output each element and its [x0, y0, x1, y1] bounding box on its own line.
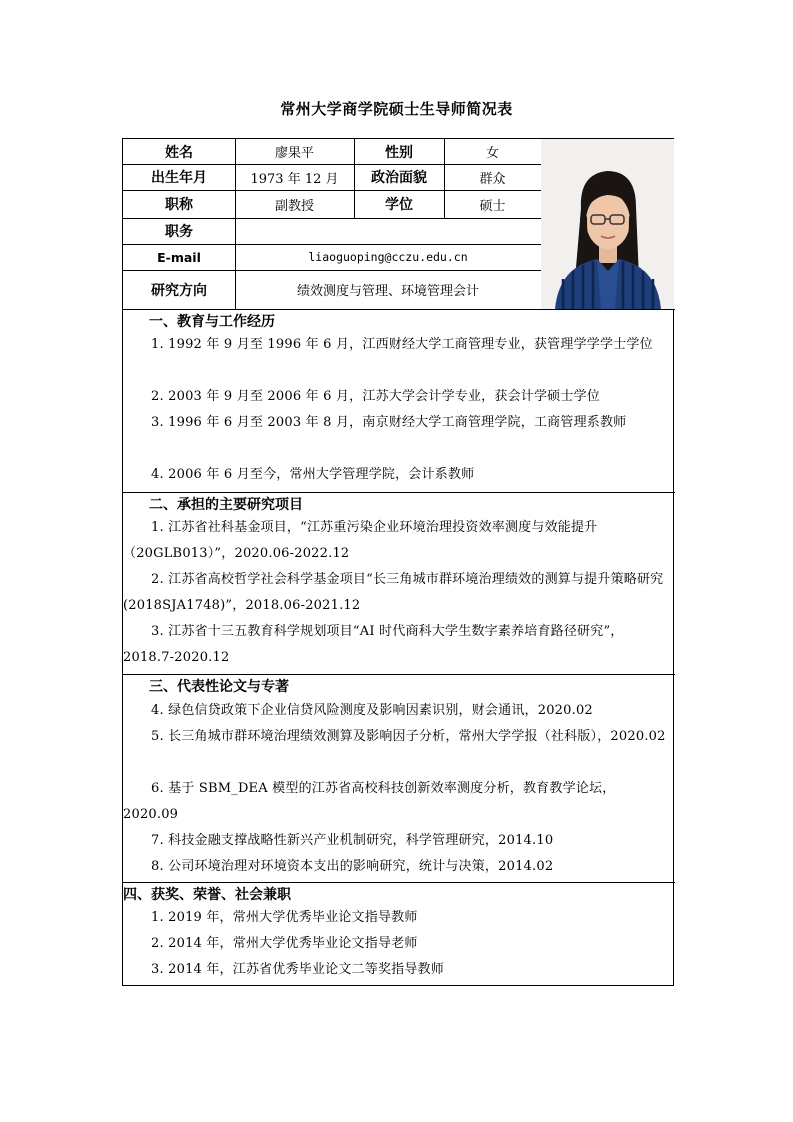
list-item: 1. 1992 年 9 月至 1996 年 6 月，江西财经大学工商管理专业，获管理学学学士学位 [151, 337, 653, 352]
profile-table [122, 138, 674, 986]
position-value [235, 218, 541, 244]
portrait-photo [541, 139, 674, 309]
title-value: 副教授 [274, 198, 314, 214]
degree-label: 学位 [385, 197, 413, 213]
list-item: 7. 科技金融支撑战略性新兴产业机制研究，科学管理研究，2014.10 [151, 833, 554, 848]
section-heading-projects: 二、承担的主要研究项目 [149, 497, 303, 513]
section-heading-awards: 四、获奖、荣誉、社会兼职 [123, 887, 291, 903]
research-label: 研究方向 [151, 282, 207, 299]
list-item: 1. 2019 年，常州大学优秀毕业论文指导教师 [151, 910, 418, 925]
email-value: liaoguoping@cczu.edu.cn [308, 250, 468, 264]
birth-value: 1973 年 12 月 [250, 171, 339, 187]
name-value: 廖果平 [274, 146, 314, 161]
list-item: 2. 2014 年，常州大学优秀毕业论文指导老师 [151, 936, 418, 951]
section-heading-papers: 三、代表性论文与专著 [149, 679, 289, 695]
list-item: 2. 2003 年 9 月至 2006 年 6 月，江苏大学会计学专业，获会计学硕士学位 [151, 389, 600, 404]
list-item: 1. 江苏省社科基金项目，“江苏重污染企业环境治理投资效率测度与效能提升（20GLB013）”，2020.06-2022.12 [123, 520, 598, 561]
birth-label: 出生年月 [151, 170, 207, 186]
list-item: 2. 江苏省高校哲学社会科学基金项目“长三角城市群环境治理绩效的测算与提升策略研究(2018SJA1748)”，2018.06-2021.12 [123, 572, 664, 613]
political-value: 群众 [479, 171, 506, 187]
list-item: 3. 江苏省十三五教育科学规划项目“AI 时代商科大学生数字素养培育路径研究”，2018.7-2020.12 [123, 624, 624, 665]
political-label: 政治面貌 [371, 170, 427, 186]
list-item: 6. 基于 SBM_DEA 模型的江苏省高校科技创新效率测度分析，教育教学论坛，2020.09 [123, 781, 616, 822]
list-item: 8. 公司环境治理对环境资本支出的影响研究，统计与决策，2014.02 [151, 859, 554, 874]
name-label: 姓名 [165, 144, 193, 161]
list-item: 5. 长三角城市群环境治理绩效测算及影响因子分析，常州大学学报（社科版），2020.02 [151, 729, 666, 744]
gender-value: 女 [485, 146, 499, 161]
list-item: 3. 1996 年 6 月至 2003 年 8 月，南京财经大学工商管理学院，工商管理系教师 [151, 415, 627, 430]
position-label: 职务 [165, 224, 193, 240]
list-item: 4. 绿色信贷政策下企业信贷风险测度及影响因素识别，财会通讯，2020.02 [151, 703, 593, 718]
degree-value: 硕士 [479, 198, 506, 214]
title-label: 职称 [165, 197, 193, 213]
gender-label: 性别 [385, 144, 413, 161]
list-item: 4. 2006 年 6 月至今，常州大学管理学院，会计系教师 [151, 467, 475, 482]
section-heading-education: 一、教育与工作经历 [149, 314, 275, 330]
page-title: 常州大学商学院硕士生导师简况表 [280, 100, 513, 118]
research-value: 绩效测度与管理、环境管理会计 [296, 284, 479, 299]
list-item: 3. 2014 年，江苏省优秀毕业论文二等奖指导教师 [151, 962, 444, 977]
email-label: E-mail [157, 249, 201, 265]
portrait-illustration [541, 139, 674, 309]
